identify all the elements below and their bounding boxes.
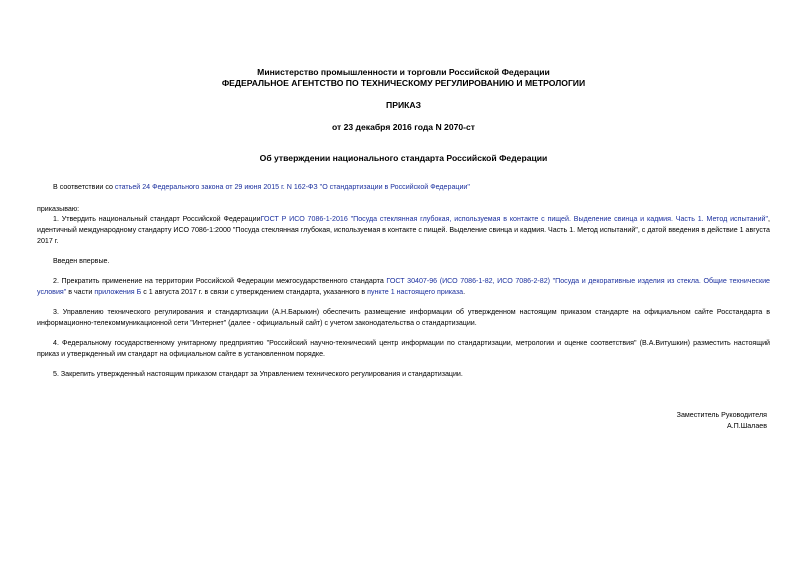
clause-1-link[interactable]: пункте 1 настоящего приказа — [367, 288, 464, 296]
item-3-text: 3. Управлению технического регулирования и стандартизации (А.Н.Барыкин) обеспечить размещение информации об утвержденном настоящим приказом стандарте на официальном сайте Росстандарта в информационно-телекоммуникационной сети "Интернет" (далее - официальный сайт) с учетом законодательства о стандартизации. — [37, 308, 770, 327]
item-2-text-3: с 1 августа 2017 г. в связи с утверждением стандарта, указанного в — [141, 288, 368, 296]
item-1-text: 1. Утвердить национальный стандарт Российской Федерации — [53, 215, 261, 223]
item-1-text-cont: , идентичный международному стандарту ИСО 7086-1:2000 "Посуда стеклянная глубокая, используемая в контакте с пищей. Выделение свинца и кадмия. Часть 1. Метод испытаний", с датой введения в действие 1 августа 2017 г. — [37, 215, 770, 245]
order-word: приказываю: — [37, 205, 80, 213]
preamble-text: В соответствии со — [53, 183, 115, 191]
law-article-link[interactable]: статьей 24 Федерального закона от 29 июня 2015 г. N 162-ФЗ "О стандартизации в Российской Федерации" — [114, 183, 470, 191]
item-2-text-4: . — [463, 288, 466, 296]
gost-30407-96-link[interactable]: ГОСТ 30407-96 (ИСО 7086-1-82, ИСО 7086-2-82) "Посуда и декоративные изделия из стекла. Общие технические условия" — [37, 277, 770, 296]
preamble-paragraph — [37, 182, 770, 193]
gost-r-iso-7086-1-link[interactable]: ГОСТ Р ИСО 7086-1-2016 "Посуда стеклянная глубокая, используемая в контакте с пищей. Выделение свинца и кадмия. Часть 1. Метод испытаний" — [260, 215, 769, 223]
item-5-paragraph — [37, 369, 770, 380]
signature-name: А.П.Шалаев — [726, 422, 767, 430]
signature-position: Заместитель Руководителя — [676, 411, 767, 419]
ministry-heading: Министерство промышленности и торговли Российской Федерации — [257, 67, 550, 77]
item-3-paragraph — [37, 307, 770, 329]
first-time-paragraph — [37, 256, 770, 267]
item-2-text: 2. Прекратить применение на территории Российской Федерации межгосударственного стандарта — [53, 277, 387, 285]
item-4-paragraph — [37, 338, 770, 360]
item-4-text: 4. Федеральному государственному унитарному предприятию "Российский научно-технический центр информации по стандартизации, метрологии и оценке соответствия" (В.А.Витушкин) разместить настоящий приказ и утвержденный им стандарт на официальном сайте в установленном порядке. — [37, 339, 770, 358]
doc-type-heading: ПРИКАЗ — [386, 100, 421, 110]
appendix-b-link[interactable]: приложения Б — [94, 288, 142, 296]
date-number-heading: от 23 декабря 2016 года N 2070-ст — [331, 122, 476, 132]
item-2-text-2: в части — [66, 288, 95, 296]
document-title: Об утверждении национального стандарта Российской Федерации — [259, 153, 548, 163]
agency-heading: ФЕДЕРАЛЬНОЕ АГЕНТСТВО ПО ТЕХНИЧЕСКОМУ РЕГУЛИРОВАНИЮ И МЕТРОЛОГИИ — [221, 78, 586, 88]
item-5-text: 5. Закрепить утвержденный настоящим приказом стандарт за Управлением технического регулирования и стандартизации. — [53, 370, 463, 378]
item-1-paragraph — [37, 214, 770, 247]
first-time-text: Введен впервые. — [53, 257, 110, 265]
item-2-paragraph — [37, 276, 770, 298]
